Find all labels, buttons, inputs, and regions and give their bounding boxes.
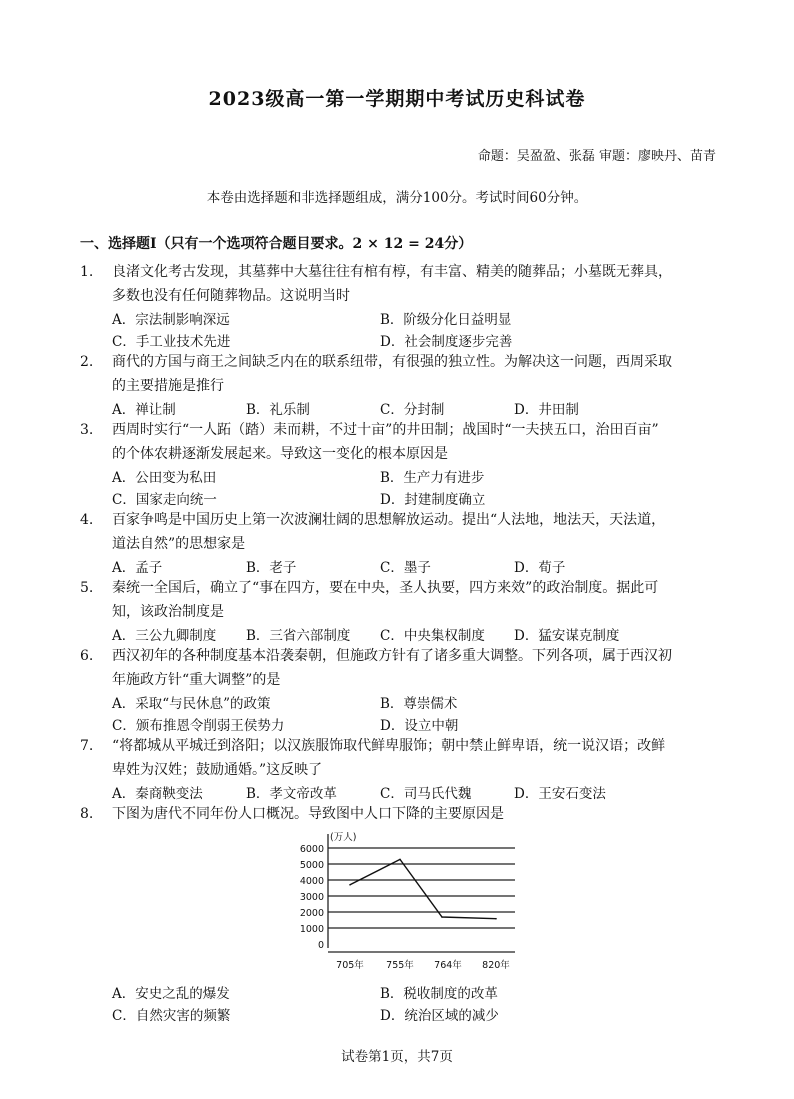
option-a[interactable]: A．三公九卿制度: [112, 628, 217, 644]
data-point: [495, 918, 497, 920]
option-a[interactable]: A．公田变为私田: [112, 470, 217, 486]
question-text-cont: 知，该政治制度是: [112, 604, 224, 620]
question-3: [80, 419, 659, 441]
option-c[interactable]: C．自然灾害的频繁: [112, 1008, 231, 1024]
option-a[interactable]: A．孟子: [112, 560, 163, 576]
option-b[interactable]: B．阶级分化日益明显: [380, 312, 512, 328]
option-d[interactable]: D．封建制度确立: [380, 492, 486, 508]
exam-intro: 本卷由选择题和非选择题组成，满分100分。考试时间60分钟。: [206, 190, 588, 206]
question-number: 4.: [80, 512, 94, 528]
y-tick-label: 3000: [299, 892, 324, 903]
y-tick-label: 4000: [299, 876, 324, 887]
question-6: [80, 645, 672, 667]
option-d[interactable]: D．荀子: [514, 560, 566, 576]
option-b[interactable]: B．税收制度的改革: [380, 986, 498, 1002]
y-axis-label: (万人): [330, 832, 357, 843]
question-5: [80, 577, 658, 599]
x-tick-label: 755年: [386, 960, 414, 971]
question-4: [80, 509, 665, 531]
option-c[interactable]: C．司马氏代魏: [380, 786, 472, 802]
question-number: 8.: [80, 806, 94, 822]
question-text: 商代的方国与商王之间缺乏内在的联系纽带，有很强的独立性。为解决这一问题，西周采取: [112, 354, 672, 370]
author-line: 命题：吴盈盈、张磊 审题：廖映丹、苗青: [477, 149, 716, 164]
question-7: [80, 735, 665, 757]
option-b[interactable]: B．孝文帝改革: [246, 786, 337, 802]
option-b[interactable]: B．生产力有进步: [380, 470, 485, 486]
data-point: [399, 859, 401, 861]
question-8: [80, 803, 504, 825]
option-d[interactable]: D．设立中朝: [380, 718, 459, 734]
question-text: 秦统一全国后，确立了“事在四方，要在中央，圣人执要，四方来效”的政治制度。据此可: [112, 580, 659, 596]
question-number: 6.: [80, 648, 94, 664]
question-number: 3.: [80, 422, 94, 438]
option-c[interactable]: C．分封制: [380, 402, 445, 418]
option-a[interactable]: A．安史之乱的爆发: [112, 986, 230, 1002]
option-a[interactable]: A．禅让制: [112, 402, 176, 418]
question-number: 7.: [80, 738, 94, 754]
y-tick-label: 1000: [299, 924, 324, 935]
x-tick-label: 764年: [434, 960, 462, 971]
y-tick-label: 0: [317, 940, 324, 951]
series-line: [350, 859, 496, 918]
option-d[interactable]: D．统治区域的减少: [380, 1008, 499, 1024]
question-text: 良渚文化考古发现，其墓葬中大墓往往有棺有椁，有丰富、精美的随葬品；小墓既无葬具，: [112, 264, 672, 280]
option-b[interactable]: B．三省六部制度: [246, 628, 351, 644]
option-a[interactable]: A．秦商鞅变法: [112, 786, 203, 802]
question-text: 西周时实行“一人跖（踏）耒而耕，不过十亩”的井田制；战国时“一夫挟五口，治田百亩”: [112, 422, 659, 438]
question-text: “将都城从平城迁到洛阳；以汉族服饰取代鲜卑服饰；朝中禁止鲜卑语，统一说汉语；改鲜: [112, 738, 666, 754]
option-a[interactable]: A．采取“与民休息”的政策: [112, 696, 271, 712]
data-point: [349, 884, 351, 886]
page-footer: 试卷第1页，共7页: [341, 1049, 453, 1065]
option-c[interactable]: C．中央集权制度: [380, 628, 485, 644]
question-2: [80, 351, 672, 373]
option-d[interactable]: D．王安石变法: [514, 786, 606, 802]
option-c[interactable]: C．国家走向统一: [112, 492, 217, 508]
data-point: [441, 916, 443, 918]
option-c[interactable]: C．颁布推恩令削弱王侯势力: [112, 718, 285, 734]
option-c[interactable]: C．手工业技术先进: [112, 334, 231, 350]
question-text-cont: 的个体农耕逐渐发展起来。导致这一变化的根本原因是: [112, 446, 448, 462]
option-b[interactable]: B．老子: [246, 560, 297, 576]
option-c[interactable]: C．墨子: [380, 560, 431, 576]
question-text: 百家争鸣是中国历史上第一次波澜壮阔的思想解放运动。提出“人法地，地法天，天法道，: [112, 512, 666, 528]
option-d[interactable]: D．井田制: [514, 402, 579, 418]
option-b[interactable]: B．礼乐制: [246, 402, 310, 418]
question-1: [80, 261, 672, 283]
option-d[interactable]: D．社会制度逐步完善: [380, 334, 513, 350]
option-a[interactable]: A．宗法制影响深远: [112, 312, 230, 328]
x-tick-label: 705年: [336, 960, 364, 971]
y-tick-label: 2000: [299, 908, 324, 919]
exam-title: 2023级高一第一学期期中考试历史科试卷: [208, 88, 586, 110]
x-tick-label: 820年: [482, 960, 510, 971]
question-number: 5.: [80, 580, 94, 596]
y-tick-label: 6000: [299, 844, 324, 855]
question-text-cont: 多数也没有任何随葬物品。这说明当时: [112, 288, 350, 304]
option-d[interactable]: D．猛安谋克制度: [514, 628, 620, 644]
question-text: 西汉初年的各种制度基本沿袭秦朝，但施政方针有了诸多重大调整。下列各项，属于西汉初: [112, 648, 672, 664]
option-b[interactable]: B．尊崇儒术: [380, 696, 458, 712]
question-text-cont: 的主要措施是推行: [112, 378, 224, 394]
question-number: 2.: [80, 354, 94, 370]
question-text-cont: 年施政方针“重大调整”的是: [112, 672, 281, 688]
population-line-chart: [290, 828, 530, 974]
question-text: 下图为唐代不同年份人口概况。导致图中人口下降的主要原因是: [112, 806, 504, 822]
section-heading: 一、选择题Ⅰ（只有一个选项符合题目要求。2 × 12 = 24分）: [80, 236, 473, 252]
y-tick-label: 5000: [299, 860, 324, 871]
question-text-cont: 道法自然”的思想家是: [112, 536, 246, 552]
question-number: 1.: [80, 264, 94, 280]
question-text-cont: 卑姓为汉姓；鼓励通婚。”这反映了: [112, 762, 323, 778]
